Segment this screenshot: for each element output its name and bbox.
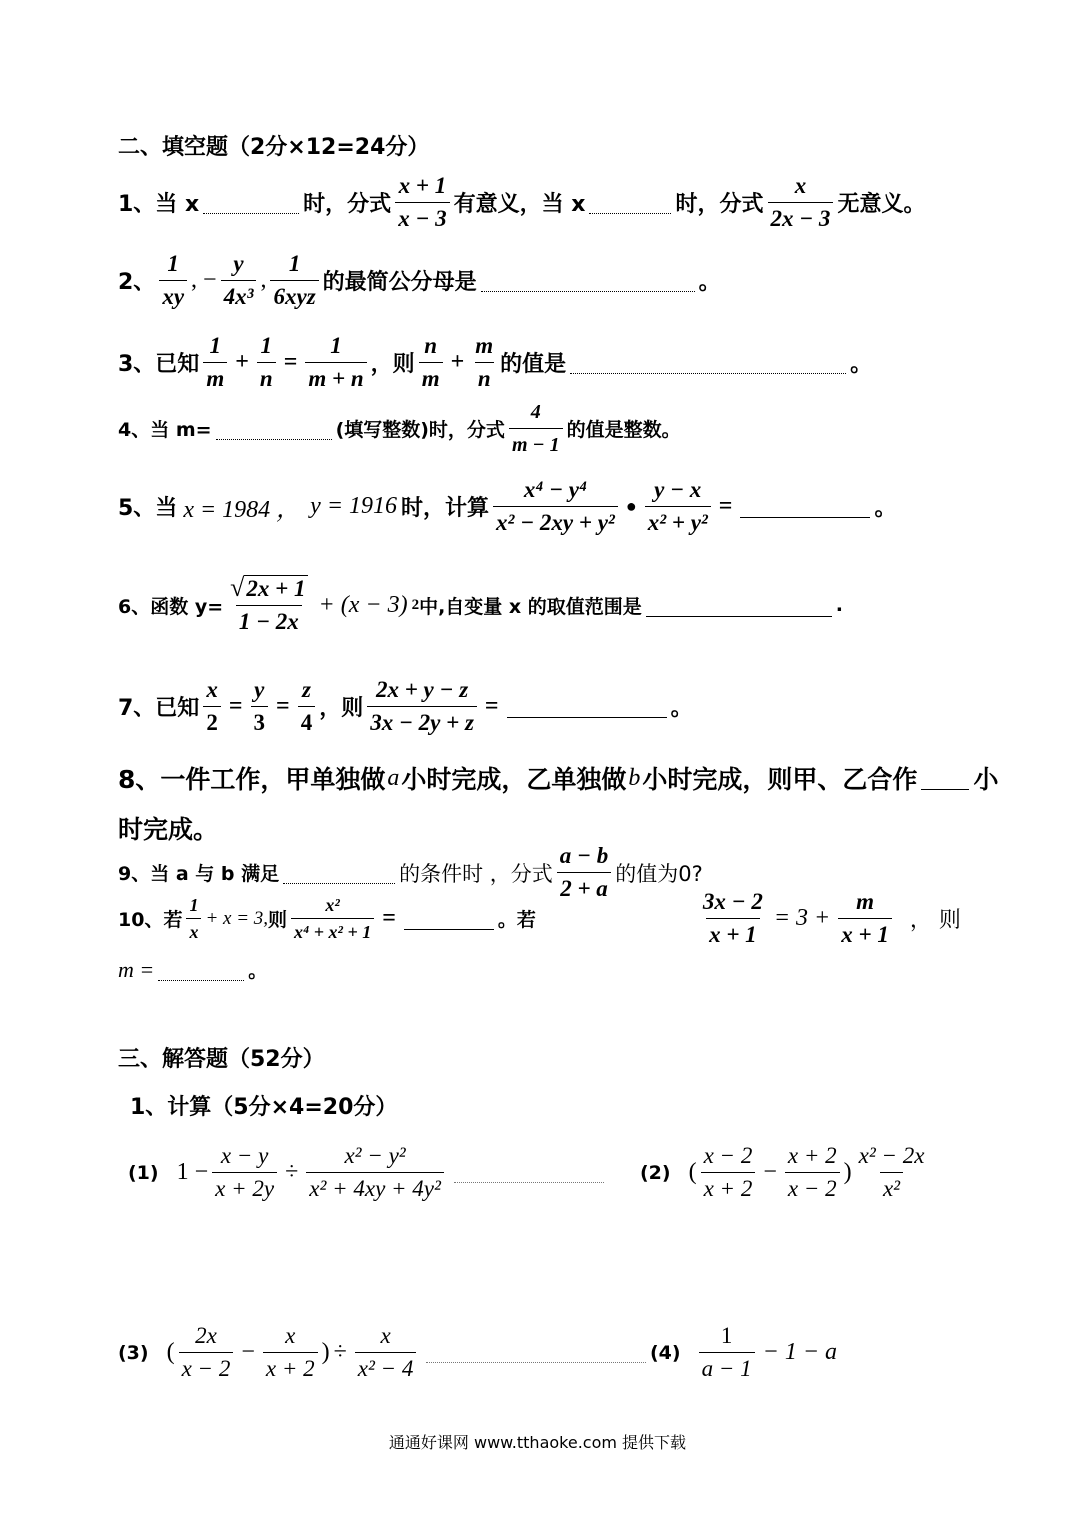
problem-1: (1) 1 − $\frac{x - y}{x + 2y}$ ÷ $\frac{\text{x² − y²}}{\text{x² + 4xy + 4y²}}$ [128,1142,610,1203]
q10-m-label: m = [118,956,155,982]
q10-blank-2[interactable] [158,958,244,981]
question-1 [118,172,925,233]
question-10-cont [118,956,267,983]
q3-fraction-3: $\frac{1}{m + n}$ [305,332,366,393]
q6-blank[interactable] [646,594,832,617]
q3-text-b: ，则 [370,352,415,377]
q7-fraction-1: $\frac{x}{2}$ [203,676,221,737]
q1-text-a: 1、当 x [118,192,200,217]
q9-text-c: 的值为0? [615,861,703,886]
q9-text-b: 的条件时 ，分式 [399,861,553,886]
q10-text-f: 。 [248,960,268,982]
question-7: 7、已知 $\frac{x}{2}$ = $\frac{y}{3}$ = $\frac{z}{4}$ ，则 $\frac{2x + y - z}{3x - 2y + z}$ = 。 [118,677,693,735]
problem-3-label: (3) [118,1341,149,1364]
q6-fraction: $\frac{√2x + 1}{1 - 2x}$ [230,573,306,634]
q7-text-a: 7、已知 [118,696,200,721]
q1-fraction-2: $\frac{x}{2x - 3}$ [768,172,834,233]
q8-text-e: 小时完成，则甲、乙合作 [642,765,918,794]
q1-blank-1[interactable] [203,191,299,214]
problem-3-fraction-3: $\frac{x}{\text{x² − 4}}$ [355,1322,417,1383]
q8-text-a: 8、一件工作，甲单独做 [118,765,386,794]
q10-text-c: 。若 [497,909,536,931]
q3-fraction-1: $\frac{1}{m}$ [203,332,227,393]
q9-fraction: $\frac{a - b}{2 + a}$ [557,842,611,903]
problem-4-label: (4) [650,1341,681,1364]
q7-fraction-3: $\frac{z}{4}$ [298,676,316,737]
q1-text-d: 时，分式 [675,192,764,217]
problem-4 [650,1322,837,1383]
question-3: 3、已知 $\frac{1}{m}$ + $\frac{1}{n}$ = $\frac{1}{m + n}$ ，则 $\frac{n}{m}$ + $\frac{m}{n}$ 的值是 。 [118,333,873,391]
q5-text-d: 时，计算 [401,496,490,521]
section-2-title: 二、填空题（2分×12=24分） [118,135,430,160]
q8-blank[interactable] [921,767,969,790]
q10-fraction-2: $\frac{\text{x²}}{\text{x⁴ + x² + 1}}$ [291,894,374,943]
q2-fraction-2: $\frac{y}{\text{4x³}}$ [221,250,257,311]
problem-1-lead: 1 − [176,1159,209,1185]
q6-text-c: . [835,594,843,616]
problem-2: (2) ( $\frac{x - 2}{x + 2}$ − $\frac{x + 2}{x - 2}$ ) $\frac{\text{x² − 2x}}{\text{x²}}$ [640,1142,931,1203]
q3-fraction-2: $\frac{1}{n}$ [257,332,276,393]
question-2: 2、 $\frac{1}{xy}$ , − $\frac{y}{\text{4x³}}$ , $\frac{1}{\text{6xyz}}$ 的最简公分母是 。 [118,251,721,309]
q5-text-e: 。 [874,496,897,521]
q8-var-b: b [628,764,641,791]
question-5: 5、当 x = 1984 ， y = 1916 时，计算 $\frac{\text{x⁴ − y⁴}}{\text{x² − 2xy + y²}}$ ● $\frac{y - x}{\text{x² + y²}}$ = 。 [118,477,897,535]
q2-blank[interactable] [481,269,695,292]
question-4 [118,398,681,459]
q10-text-d: ， 则 [909,908,961,933]
q3-text-a: 3、已知 [118,352,200,377]
q4-blank[interactable] [216,417,332,440]
q7-fraction-2: $\frac{y}{3}$ [251,676,269,737]
q2-text-a: 2、 [118,270,156,295]
problem-4-fraction: $\frac{1}{a - 1}$ [699,1322,755,1383]
q7-text-b: ，则 [319,696,364,721]
q8-text-c: 小时完成，乙单独做 [401,765,627,794]
q3-blank[interactable] [570,351,846,374]
footer-credit: 通通好课网 www.tthaoke.com 提供下载 [388,1433,687,1452]
problem-1-fraction-1: $\frac{x - y}{x + 2y}$ [212,1142,277,1203]
problem-1-label: (1) [128,1161,159,1184]
problem-2-fraction-1: $\frac{x - 2}{x + 2}$ [701,1142,756,1203]
q6-text-a: 6、函数 y= [118,595,224,618]
problem-2-fraction-3: $\frac{\text{x² − 2x}}{\text{x²}}$ [858,1143,925,1201]
q4-text-c: 的值是整数。 [566,419,681,441]
q3-text-c: 的值是 [500,352,567,377]
q5-x-value: x = 1984 ， [183,497,301,523]
q2-text-c: 。 [698,270,721,295]
q3-fraction-4: $\frac{n}{m}$ [419,332,443,393]
problem-4-tail: − 1 − a [762,1339,838,1365]
q5-fraction-2: $\frac{y - x}{\text{x² + y²}}$ [645,476,711,537]
q10-tail: + x = 3, [205,907,269,929]
section-3-title: 三、解答题（52分） [118,1047,325,1072]
q6-text-b: 中,自变量 x 的取值范围是 [419,595,642,618]
q4-text-b: (填写整数)时，分式 [335,419,505,441]
problem-1-fraction-2: $\frac{\text{x² − y²}}{\text{x² + 4xy + 4y²}}$ [306,1142,444,1203]
q7-fraction-4: $\frac{2x + y - z}{3x - 2y + z}$ [367,676,477,737]
q4-text-a: 4、当 m= [118,419,212,441]
problem-3-fraction-2: $\frac{x}{x + 2}$ [263,1322,318,1383]
q2-text-b: 的最简公分母是 [322,270,477,295]
q7-blank[interactable] [507,695,667,718]
q1-blank-2[interactable] [589,191,671,214]
problem-2-fraction-2: $\frac{x + 2}{x - 2}$ [785,1142,840,1203]
subsection-1-title: 1、计算（5分×4=20分） [130,1095,398,1120]
q1-text-b: 时，分式 [303,192,392,217]
problem-2-label: (2) [640,1161,671,1184]
q10-fraction-3: $\frac{3x - 2}{x + 1}$ [702,889,763,947]
q5-y-value: y = 1916 [310,493,398,519]
q10-fraction-1: $\frac{1}{x}$ [186,894,201,943]
q2-fraction-3: $\frac{1}{\text{6xyz}}$ [270,250,318,311]
question-8-cont [118,810,218,846]
q8-text-f: 小 [973,765,999,794]
q1-fraction-1: $\frac{x + 1}{x - 3}$ [395,172,449,233]
q9-text-a: 9、当 a 与 b 满足 [118,863,280,885]
q5-blank[interactable] [740,495,870,518]
problem-3: (3) ( $\frac{2x}{x - 2}$ − $\frac{x}{x + 2}$ ) ÷ $\frac{x}{\text{x² − 4}}$ [118,1322,652,1383]
problem-3-fraction-1: $\frac{2x}{x - 2}$ [179,1322,234,1383]
q8-text-g: 时完成。 [118,815,219,844]
q1-text-c: 有意义，当 x [453,192,586,217]
q9-blank[interactable] [283,861,395,884]
question-6: 6、函数 y= $\frac{√2x + 1}{1 - 2x}$ + (x − 3) 2 中,自变量 x 的取值范围是 . [118,573,843,634]
q5-text-a: 5、当 [118,496,178,521]
q3-fraction-5: $\frac{m}{n}$ [475,333,494,391]
q3-text-d: 。 [850,352,873,377]
q7-text-c: 。 [670,696,693,721]
q4-fraction: $\frac{4}{m - 1}$ [509,398,563,459]
q6-tail: + (x − 3) [318,591,408,618]
q10-text-b: 则 [268,909,288,931]
q10-blank-1[interactable] [404,907,494,930]
question-10: 10、若 $\frac{1}{x}$ + x = 3, 则 $\frac{\text{x²}}{\text{x⁴ + x² + 1}}$ = 。若 $\frac{3x - 2}{x + 1}$ = 3 + $\frac{m}{x + 1}$ ， 则 [118,889,961,947]
q2-fraction-1: $\frac{1}{xy}$ [159,250,187,311]
q1-text-e: 无意义。 [837,192,926,217]
q10-mid: = 3 + [773,905,831,931]
q10-fraction-4: $\frac{m}{x + 1}$ [838,888,892,949]
q5-fraction-1: $\frac{\text{x⁴ − y⁴}}{\text{x² − 2xy + y²}}$ [493,476,618,537]
q8-var-a: a [387,764,400,791]
question-8 [118,760,998,796]
q10-text-a: 10、若 [118,909,183,931]
